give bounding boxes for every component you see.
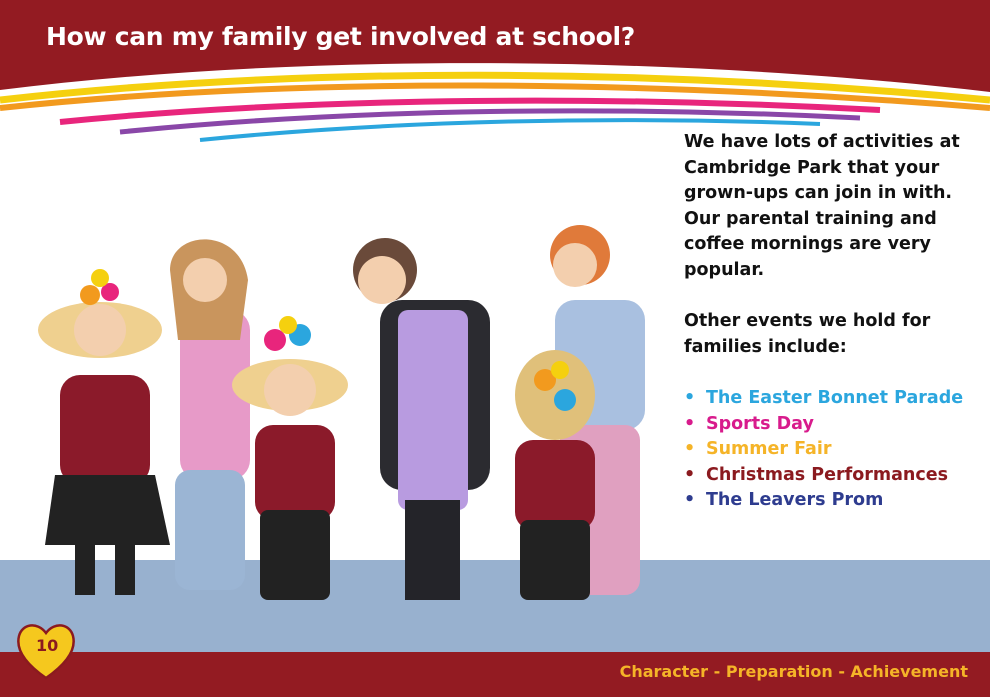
- intro-paragraph: We have lots of activities at Cambridge Park that your grown-ups can join in with. Our parental training and coffee mornings are very popular.: [684, 132, 960, 280]
- footer-tagline: Character - Preparation - Achievement: [619, 662, 968, 681]
- bullet-icon: •: [684, 464, 696, 485]
- child-back-bonnet: [515, 350, 595, 600]
- family-illustration: [0, 200, 680, 640]
- child-girl-bonnet: [38, 269, 170, 595]
- bullet-icon: •: [684, 490, 696, 510]
- event-summer-fair: • Summer Fair: [684, 437, 984, 463]
- adult-black-jacket: [353, 238, 490, 600]
- page-number: 10: [36, 636, 59, 655]
- adult-pink-cardigan: [170, 239, 250, 590]
- event-sports-day: • Sports Day: [684, 412, 984, 438]
- bullet-icon: •: [684, 388, 696, 408]
- bullet-icon: •: [684, 413, 696, 434]
- event-easter-bonnet-parade: • The Easter Bonnet Parade: [684, 386, 984, 412]
- event-leavers-prom: • The Leavers Prom: [684, 488, 984, 514]
- page-title: How can my family get involved at school?: [46, 22, 635, 51]
- events-list: [684, 386, 984, 514]
- bullet-icon: •: [684, 439, 696, 459]
- event-christmas-performances: • Christmas Performances: [684, 463, 984, 489]
- events-intro: Other events we hold for families include:: [684, 311, 931, 357]
- text-column: [684, 130, 984, 514]
